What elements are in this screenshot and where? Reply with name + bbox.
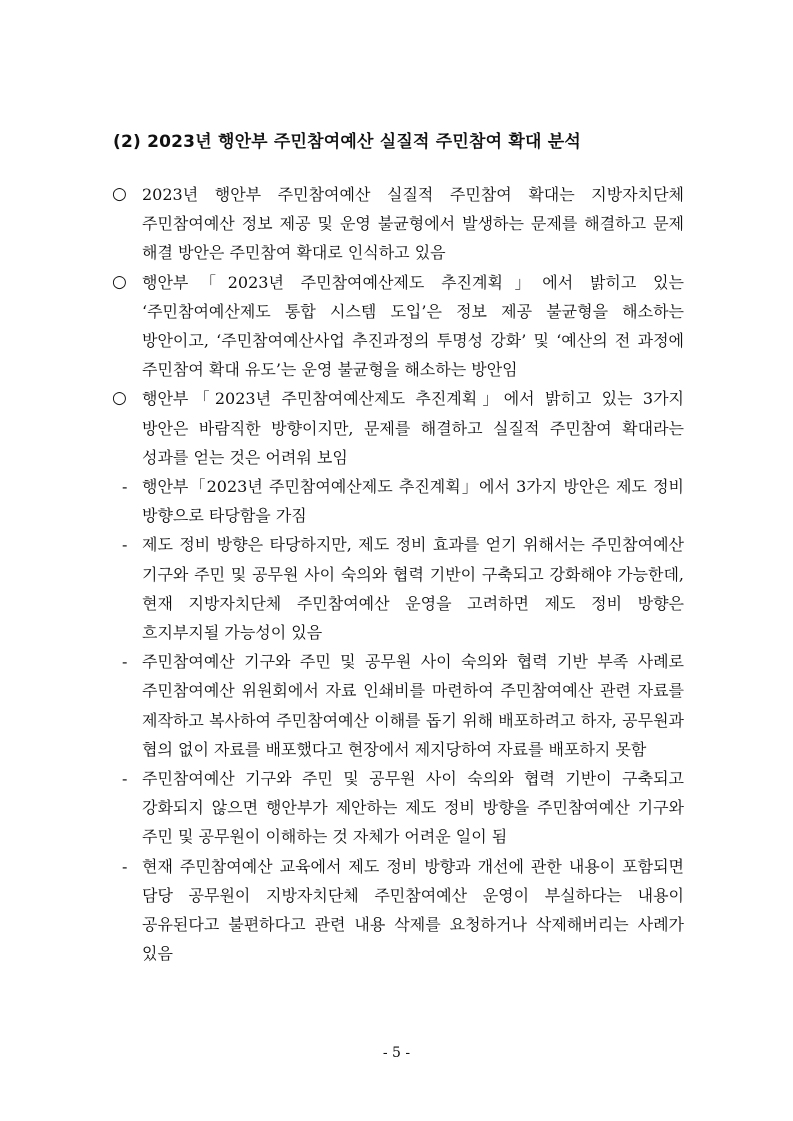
- section-title: (2) 2023년 행안부 주민참여예산 실질적 주민참여 확대 분석: [113, 132, 581, 152]
- list-item-circle: [112, 180, 684, 268]
- list-item-text: 2023년 행안부 주민참여예산 실질적 주민참여 확대는 지방자치단체 주민참여예산 정보 제공 및 운영 불균형에서 발생하는 문제를 해결하고 문제 해결 방안은 주민참여 확대로 인식하고 있음: [142, 185, 684, 263]
- list-item-text: 주민참여예산 기구와 주민 및 공무원 사이 숙의와 협력 기반이 구축되고 강화되지 않으면 행안부가 제안하는 제도 정비 방향을 주민참여예산 기구와 주민 및 공무원이 이해하는 것 자체가 어려운 일이 됨: [142, 769, 684, 847]
- page-number: - 5 -: [382, 1045, 411, 1061]
- list-item-dash: [112, 472, 684, 530]
- list-item-text: 현재 주민참여예산 교육에서 제도 정비 방향과 개선에 관한 내용이 포함되면 담당 공무원이 지방자치단체 주민참여예산 운영이 부실하다는 내용이 공유된다고 불편하다고 관련 내용 삭제를 요청하거나 삭제해버리는 사례가 있음: [142, 856, 684, 964]
- dash-bullet-icon: -: [122, 769, 128, 789]
- list-item-text: 행안부「2023년 주민참여예산제도 추진계획」에서 밝히고 있는 ‘주민참여예산제도 통합 시스템 도입’은 정보 제공 불균형을 해소하는 방안이고, ‘주민참여예산사업 추진과정의 투명성 강화’ 및 ‘예산의 전 과정에 주민참여 확대 유도’는 운영 불균형을 해소하는 방안임: [142, 272, 684, 380]
- list-item-circle: [112, 384, 684, 472]
- circle-bullet-icon: ○: [112, 184, 127, 204]
- dash-bullet-icon: -: [122, 856, 128, 876]
- circle-bullet-icon: ○: [112, 271, 127, 292]
- list-item-circle: [112, 268, 684, 385]
- list-item-text: 주민참여예산 기구와 주민 및 공무원 사이 숙의와 협력 기반 부족 사례로 주민참여예산 위원회에서 자료 인쇄비를 마련하여 주민참여예산 관련 자료를 제작하고 복사하여 주민참여예산 이해를 돕기 위해 배포하려고 하자, 공무원과 협의 없이 자료를 배포했다고 현장에서 제지당하여 자료를 배포하지 못함: [142, 652, 684, 759]
- dash-bullet-icon: -: [122, 535, 128, 555]
- list-item-text: 제도 정비 방향은 타당하지만, 제도 정비 효과를 얻기 위해서는 주민참여예산 기구와 주민 및 공무원 사이 숙의와 협력 기반이 구축되고 강화해야 가능한데, 현재 지방자치단체 주민참여예산 운영을 고려하면 제도 정비 방향은 흐지부지될 가능성이 있음: [142, 535, 684, 643]
- body-text: [112, 180, 684, 968]
- list-item-dash: [112, 852, 684, 969]
- dash-bullet-icon: -: [122, 652, 128, 672]
- list-item-dash: [112, 764, 684, 852]
- dash-bullet-icon: -: [122, 477, 128, 497]
- circle-bullet-icon: ○: [112, 388, 127, 409]
- list-item-dash: [112, 647, 684, 764]
- list-item-text: 행안부「2023년 주민참여예산제도 추진계획」에서 3가지 방안은 제도 정비 방향으로 타당함을 가짐: [142, 477, 684, 526]
- list-item-dash: [112, 530, 684, 647]
- list-item-text: 행안부「2023년 주민참여예산제도 추진계획」에서 밝히고 있는 3가지 방안은 바람직한 방향이지만, 문제를 해결하고 실질적 주민참여 확대라는 성과를 얻는 것은 어려워 보임: [142, 389, 684, 467]
